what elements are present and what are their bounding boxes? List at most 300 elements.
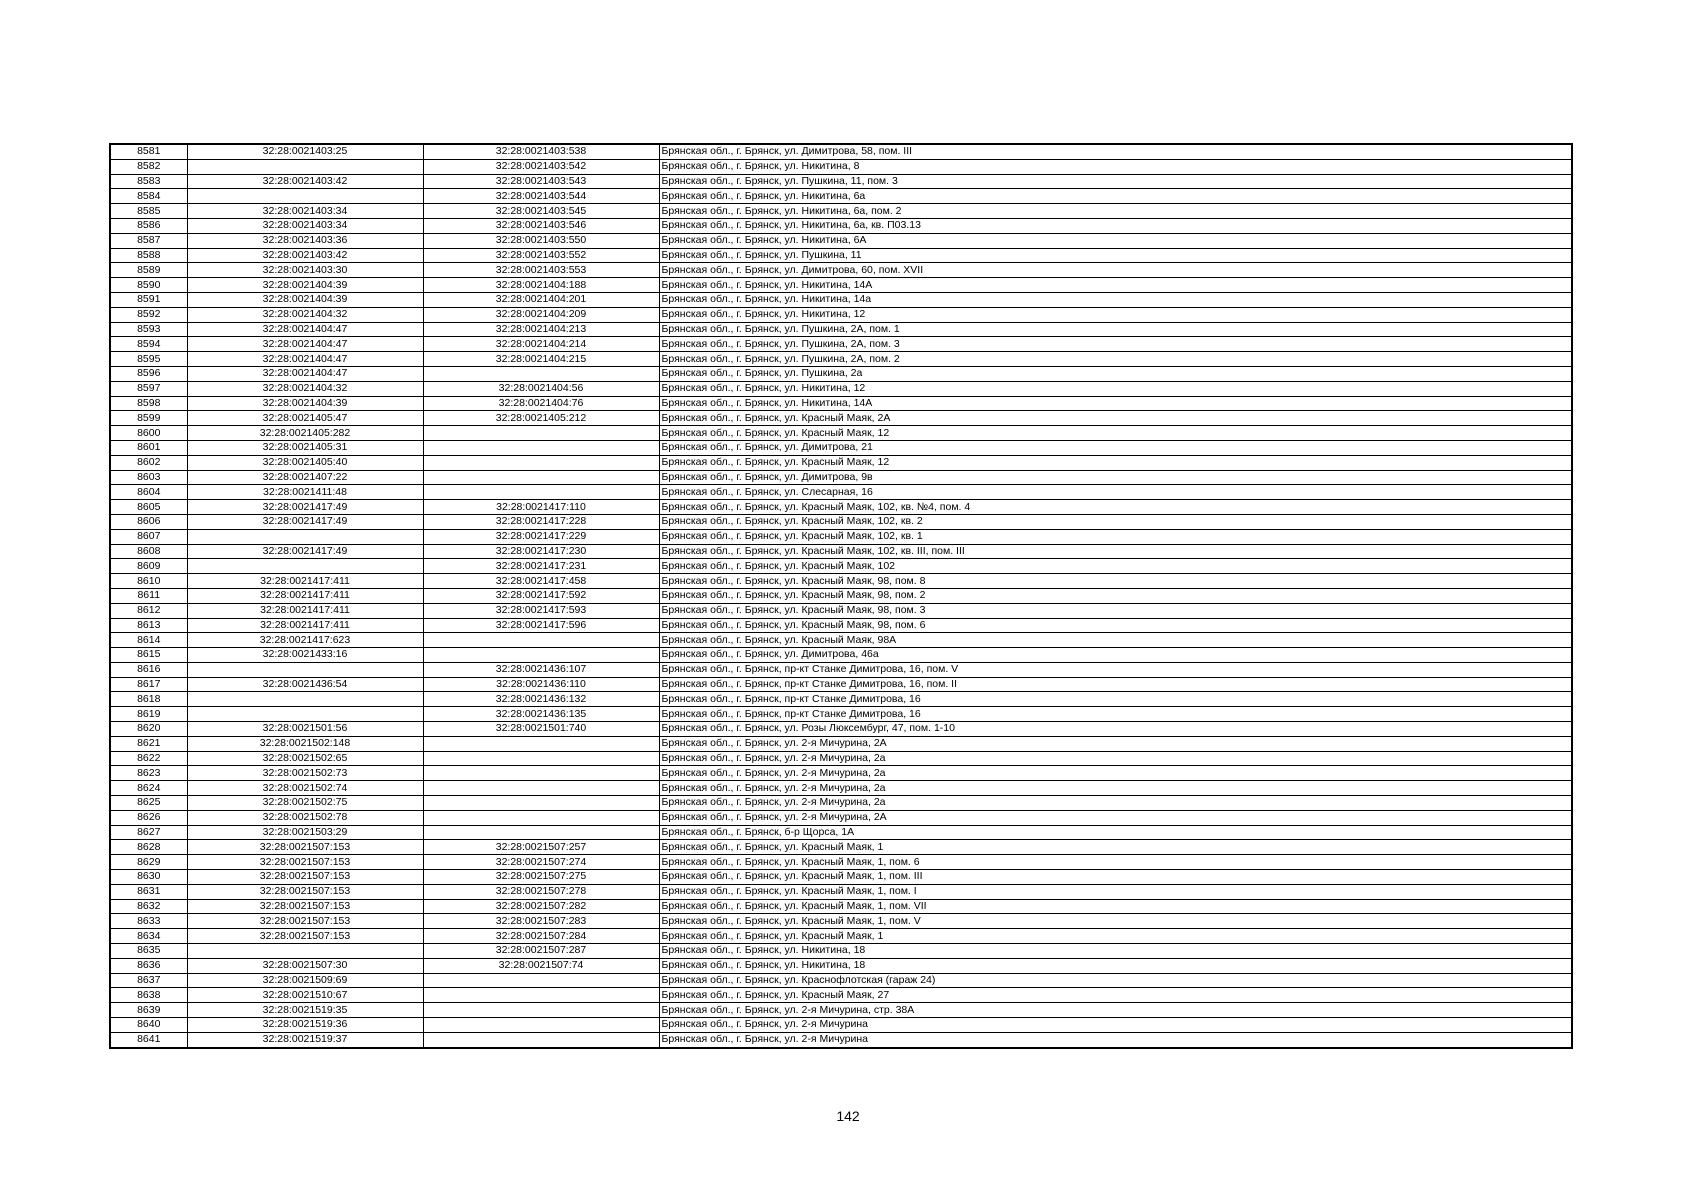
object-cadastral-number-cell — [423, 781, 659, 796]
object-cadastral-number-cell: 32:28:0021507:284 — [423, 929, 659, 944]
table-row — [110, 899, 1572, 914]
object-cadastral-number-cell: 32:28:0021436:132 — [423, 692, 659, 707]
object-cadastral-number-cell: 32:28:0021403:550 — [423, 233, 659, 248]
object-cadastral-number-cell: 32:28:0021436:107 — [423, 662, 659, 677]
object-cadastral-number-cell — [423, 648, 659, 663]
table-row — [110, 1003, 1572, 1018]
object-cadastral-number-cell — [423, 1032, 659, 1047]
address-cell: Брянская обл., г. Брянск, ул. Никитина, 12 — [659, 381, 1572, 396]
row-number-cell: 8640 — [110, 1018, 187, 1033]
object-cadastral-number-cell — [423, 455, 659, 470]
table-row — [110, 707, 1572, 722]
row-number-cell: 8603 — [110, 470, 187, 485]
address-cell: Брянская обл., г. Брянск, ул. Никитина, 18 — [659, 944, 1572, 959]
row-number-cell: 8616 — [110, 662, 187, 677]
table-row — [110, 988, 1572, 1003]
land-cadastral-number-cell: 32:28:0021404:47 — [187, 337, 423, 352]
row-number-cell: 8595 — [110, 352, 187, 367]
address-cell: Брянская обл., г. Брянск, ул. 2-я Мичурина, 2а — [659, 781, 1572, 796]
land-cadastral-number-cell: 32:28:0021502:65 — [187, 751, 423, 766]
land-cadastral-number-cell: 32:28:0021417:623 — [187, 633, 423, 648]
table-row — [110, 944, 1572, 959]
object-cadastral-number-cell: 32:28:0021417:228 — [423, 514, 659, 529]
table-row — [110, 855, 1572, 870]
land-cadastral-number-cell: 32:28:0021417:411 — [187, 618, 423, 633]
table-row — [110, 144, 1572, 159]
land-cadastral-number-cell: 32:28:0021502:73 — [187, 766, 423, 781]
object-cadastral-number-cell — [423, 1003, 659, 1018]
land-cadastral-number-cell: 32:28:0021405:282 — [187, 426, 423, 441]
row-number-cell: 8605 — [110, 500, 187, 515]
table-row — [110, 470, 1572, 485]
table-row — [110, 218, 1572, 233]
row-number-cell: 8629 — [110, 855, 187, 870]
address-cell: Брянская обл., г. Брянск, ул. Димитрова, 60, пом. XVII — [659, 263, 1572, 278]
object-cadastral-number-cell: 32:28:0021403:552 — [423, 248, 659, 263]
table-row — [110, 396, 1572, 411]
object-cadastral-number-cell: 32:28:0021404:56 — [423, 381, 659, 396]
table-row — [110, 840, 1572, 855]
table-row — [110, 366, 1572, 381]
land-cadastral-number-cell: 32:28:0021503:29 — [187, 825, 423, 840]
land-cadastral-number-cell: 32:28:0021433:16 — [187, 648, 423, 663]
land-cadastral-number-cell: 32:28:0021403:34 — [187, 218, 423, 233]
land-cadastral-number-cell — [187, 692, 423, 707]
table-row — [110, 381, 1572, 396]
land-cadastral-number-cell: 32:28:0021404:47 — [187, 366, 423, 381]
address-cell: Брянская обл., г. Брянск, ул. 2-я Мичурина, 2А — [659, 810, 1572, 825]
address-cell: Брянская обл., г. Брянск, ул. Красный Маяк, 102, кв. 1 — [659, 529, 1572, 544]
land-cadastral-number-cell: 32:28:0021405:40 — [187, 455, 423, 470]
table-row — [110, 426, 1572, 441]
object-cadastral-number-cell: 32:28:0021507:282 — [423, 899, 659, 914]
table-row — [110, 248, 1572, 263]
row-number-cell: 8630 — [110, 870, 187, 885]
object-cadastral-number-cell — [423, 766, 659, 781]
table-row — [110, 662, 1572, 677]
land-cadastral-number-cell: 32:28:0021404:39 — [187, 278, 423, 293]
address-cell: Брянская обл., г. Брянск, ул. Красный Маяк, 1, пом. I — [659, 884, 1572, 899]
object-cadastral-number-cell — [423, 366, 659, 381]
object-cadastral-number-cell: 32:28:0021404:188 — [423, 278, 659, 293]
row-number-cell: 8610 — [110, 574, 187, 589]
address-cell: Брянская обл., г. Брянск, ул. Красный Маяк, 102, кв. №4, пом. 4 — [659, 500, 1572, 515]
land-cadastral-number-cell: 32:28:0021501:56 — [187, 722, 423, 737]
object-cadastral-number-cell — [423, 633, 659, 648]
land-cadastral-number-cell: 32:28:0021502:75 — [187, 796, 423, 811]
table-row — [110, 618, 1572, 633]
address-cell: Брянская обл., г. Брянск, пр-кт Станке Димитрова, 16 — [659, 692, 1572, 707]
object-cadastral-number-cell — [423, 810, 659, 825]
address-cell: Брянская обл., г. Брянск, ул. 2-я Мичурина, 2а — [659, 751, 1572, 766]
address-cell: Брянская обл., г. Брянск, ул. Красный Маяк, 27 — [659, 988, 1572, 1003]
row-number-cell: 8617 — [110, 677, 187, 692]
row-number-cell: 8585 — [110, 204, 187, 219]
row-number-cell: 8612 — [110, 603, 187, 618]
object-cadastral-number-cell — [423, 470, 659, 485]
address-cell: Брянская обл., г. Брянск, ул. Никитина, 14а — [659, 292, 1572, 307]
land-cadastral-number-cell: 32:28:0021404:32 — [187, 307, 423, 322]
land-cadastral-number-cell: 32:28:0021436:54 — [187, 677, 423, 692]
address-cell: Брянская обл., г. Брянск, ул. Красный Маяк, 1 — [659, 840, 1572, 855]
table-row — [110, 884, 1572, 899]
address-cell: Брянская обл., г. Брянск, ул. Димитрова, 46а — [659, 648, 1572, 663]
row-number-cell: 8641 — [110, 1032, 187, 1047]
table-row — [110, 973, 1572, 988]
address-cell: Брянская обл., г. Брянск, ул. Пушкина, 2А, пом. 3 — [659, 337, 1572, 352]
table-row — [110, 352, 1572, 367]
address-cell: Брянская обл., г. Брянск, ул. 2-я Мичурина, 2а — [659, 766, 1572, 781]
table-row — [110, 751, 1572, 766]
land-cadastral-number-cell: 32:28:0021510:67 — [187, 988, 423, 1003]
land-cadastral-number-cell — [187, 529, 423, 544]
address-cell: Брянская обл., г. Брянск, ул. Красный Маяк, 102 — [659, 559, 1572, 574]
address-cell: Брянская обл., г. Брянск, ул. Красный Маяк, 1, пом. 6 — [659, 855, 1572, 870]
land-cadastral-number-cell: 32:28:0021403:36 — [187, 233, 423, 248]
object-cadastral-number-cell: 32:28:0021403:538 — [423, 144, 659, 159]
object-cadastral-number-cell: 32:28:0021417:110 — [423, 500, 659, 515]
object-cadastral-number-cell — [423, 1018, 659, 1033]
row-number-cell: 8627 — [110, 825, 187, 840]
land-cadastral-number-cell: 32:28:0021407:22 — [187, 470, 423, 485]
row-number-cell: 8591 — [110, 292, 187, 307]
address-cell: Брянская обл., г. Брянск, пр-кт Станке Димитрова, 16 — [659, 707, 1572, 722]
table-row — [110, 174, 1572, 189]
row-number-cell: 8584 — [110, 189, 187, 204]
row-number-cell: 8636 — [110, 958, 187, 973]
row-number-cell: 8600 — [110, 426, 187, 441]
row-number-cell: 8586 — [110, 218, 187, 233]
address-cell: Брянская обл., г. Брянск, ул. Красный Маяк, 1, пом. VII — [659, 899, 1572, 914]
land-cadastral-number-cell: 32:28:0021404:32 — [187, 381, 423, 396]
table-row — [110, 603, 1572, 618]
row-number-cell: 8621 — [110, 736, 187, 751]
row-number-cell: 8608 — [110, 544, 187, 559]
table-row — [110, 1032, 1572, 1047]
address-cell: Брянская обл., г. Брянск, ул. Красный Маяк, 2А — [659, 411, 1572, 426]
row-number-cell: 8606 — [110, 514, 187, 529]
object-cadastral-number-cell: 32:28:0021501:740 — [423, 722, 659, 737]
table-row — [110, 781, 1572, 796]
table-row — [110, 588, 1572, 603]
table-row — [110, 263, 1572, 278]
land-cadastral-number-cell: 32:28:0021507:30 — [187, 958, 423, 973]
land-cadastral-number-cell: 32:28:0021507:153 — [187, 840, 423, 855]
land-cadastral-number-cell: 32:28:0021519:36 — [187, 1018, 423, 1033]
row-number-cell: 8594 — [110, 337, 187, 352]
row-number-cell: 8601 — [110, 440, 187, 455]
row-number-cell: 8599 — [110, 411, 187, 426]
land-cadastral-number-cell: 32:28:0021417:49 — [187, 514, 423, 529]
address-cell: Брянская обл., г. Брянск, ул. Красный Маяк, 12 — [659, 426, 1572, 441]
object-cadastral-number-cell: 32:28:0021417:229 — [423, 529, 659, 544]
table-row — [110, 722, 1572, 737]
table-row — [110, 574, 1572, 589]
address-cell: Брянская обл., г. Брянск, ул. Никитина, 14А — [659, 278, 1572, 293]
address-cell: Брянская обл., г. Брянск, ул. Пушкина, 2а — [659, 366, 1572, 381]
row-number-cell: 8639 — [110, 1003, 187, 1018]
object-cadastral-number-cell: 32:28:0021436:135 — [423, 707, 659, 722]
object-cadastral-number-cell: 32:28:0021507:274 — [423, 855, 659, 870]
object-cadastral-number-cell — [423, 485, 659, 500]
address-cell: Брянская обл., г. Брянск, ул. 2-я Мичурина, стр. 38А — [659, 1003, 1572, 1018]
land-cadastral-number-cell: 32:28:0021404:39 — [187, 396, 423, 411]
row-number-cell: 8581 — [110, 144, 187, 159]
object-cadastral-number-cell — [423, 751, 659, 766]
address-cell: Брянская обл., г. Брянск, ул. Пушкина, 11 — [659, 248, 1572, 263]
address-cell: Брянская обл., г. Брянск, ул. 2-я Мичурина, 2А — [659, 736, 1572, 751]
row-number-cell: 8635 — [110, 944, 187, 959]
address-cell: Брянская обл., г. Брянск, ул. Димитрова, 21 — [659, 440, 1572, 455]
object-cadastral-number-cell: 32:28:0021436:110 — [423, 677, 659, 692]
land-cadastral-number-cell: 32:28:0021507:153 — [187, 870, 423, 885]
table-row — [110, 233, 1572, 248]
row-number-cell: 8604 — [110, 485, 187, 500]
land-cadastral-number-cell — [187, 189, 423, 204]
address-cell: Брянская обл., г. Брянск, ул. Красный Маяк, 98А — [659, 633, 1572, 648]
land-cadastral-number-cell: 32:28:0021502:74 — [187, 781, 423, 796]
row-number-cell: 8620 — [110, 722, 187, 737]
land-cadastral-number-cell: 32:28:0021405:47 — [187, 411, 423, 426]
table-row — [110, 677, 1572, 692]
land-cadastral-number-cell: 32:28:0021403:25 — [187, 144, 423, 159]
land-cadastral-number-cell — [187, 159, 423, 174]
page-number: 142 — [836, 1108, 860, 1124]
row-number-cell: 8602 — [110, 455, 187, 470]
address-cell: Брянская обл., г. Брянск, ул. Пушкина, 11, пом. 3 — [659, 174, 1572, 189]
address-cell: Брянская обл., г. Брянск, ул. Красный Маяк, 102, кв. 2 — [659, 514, 1572, 529]
address-cell: Брянская обл., г. Брянск, ул. Никитина, 12 — [659, 307, 1572, 322]
land-cadastral-number-cell: 32:28:0021519:35 — [187, 1003, 423, 1018]
land-cadastral-number-cell: 32:28:0021417:411 — [187, 603, 423, 618]
address-cell: Брянская обл., г. Брянск, пр-кт Станке Димитрова, 16, пом. II — [659, 677, 1572, 692]
address-cell: Брянская обл., г. Брянск, ул. Слесарная, 16 — [659, 485, 1572, 500]
row-number-cell: 8587 — [110, 233, 187, 248]
address-cell: Брянская обл., г. Брянск, ул. 2-я Мичурина — [659, 1032, 1572, 1047]
object-cadastral-number-cell: 32:28:0021403:545 — [423, 204, 659, 219]
table-row — [110, 648, 1572, 663]
table-row — [110, 307, 1572, 322]
table-row — [110, 736, 1572, 751]
address-cell: Брянская обл., г. Брянск, ул. Никитина, 6А — [659, 233, 1572, 248]
table-row — [110, 810, 1572, 825]
row-number-cell: 8596 — [110, 366, 187, 381]
object-cadastral-number-cell — [423, 440, 659, 455]
row-number-cell: 8631 — [110, 884, 187, 899]
row-number-cell: 8583 — [110, 174, 187, 189]
object-cadastral-number-cell: 32:28:0021507:275 — [423, 870, 659, 885]
row-number-cell: 8632 — [110, 899, 187, 914]
table-row — [110, 529, 1572, 544]
object-cadastral-number-cell: 32:28:0021417:230 — [423, 544, 659, 559]
land-cadastral-number-cell: 32:28:0021417:49 — [187, 544, 423, 559]
row-number-cell: 8624 — [110, 781, 187, 796]
table-row — [110, 500, 1572, 515]
registry-table — [109, 143, 1573, 1049]
object-cadastral-number-cell — [423, 973, 659, 988]
land-cadastral-number-cell: 32:28:0021404:47 — [187, 322, 423, 337]
row-number-cell: 8628 — [110, 840, 187, 855]
object-cadastral-number-cell — [423, 825, 659, 840]
object-cadastral-number-cell: 32:28:0021507:257 — [423, 840, 659, 855]
object-cadastral-number-cell: 32:28:0021404:209 — [423, 307, 659, 322]
land-cadastral-number-cell: 32:28:0021417:411 — [187, 588, 423, 603]
address-cell: Брянская обл., г. Брянск, ул. Розы Люксембург, 47, пом. 1-10 — [659, 722, 1572, 737]
row-number-cell: 8638 — [110, 988, 187, 1003]
object-cadastral-number-cell: 32:28:0021405:212 — [423, 411, 659, 426]
address-cell: Брянская обл., г. Брянск, ул. 2-я Мичурина, 2а — [659, 796, 1572, 811]
table-row — [110, 189, 1572, 204]
land-cadastral-number-cell: 32:28:0021417:411 — [187, 574, 423, 589]
row-number-cell: 8592 — [110, 307, 187, 322]
table-row — [110, 159, 1572, 174]
address-cell: Брянская обл., г. Брянск, ул. Никитина, 18 — [659, 958, 1572, 973]
registry-table-body — [110, 144, 1572, 1048]
row-number-cell: 8615 — [110, 648, 187, 663]
table-row — [110, 544, 1572, 559]
address-cell: Брянская обл., г. Брянск, ул. Красный Маяк, 12 — [659, 455, 1572, 470]
row-number-cell: 8611 — [110, 588, 187, 603]
object-cadastral-number-cell: 32:28:0021507:283 — [423, 914, 659, 929]
row-number-cell: 8588 — [110, 248, 187, 263]
land-cadastral-number-cell: 32:28:0021403:42 — [187, 248, 423, 263]
address-cell: Брянская обл., г. Брянск, пр-кт Станке Димитрова, 16, пом. V — [659, 662, 1572, 677]
object-cadastral-number-cell: 32:28:0021507:287 — [423, 944, 659, 959]
row-number-cell: 8634 — [110, 929, 187, 944]
land-cadastral-number-cell: 32:28:0021411:48 — [187, 485, 423, 500]
table-row — [110, 958, 1572, 973]
table-row — [110, 929, 1572, 944]
object-cadastral-number-cell: 32:28:0021417:231 — [423, 559, 659, 574]
address-cell: Брянская обл., г. Брянск, ул. Никитина, 8 — [659, 159, 1572, 174]
row-number-cell: 8590 — [110, 278, 187, 293]
row-number-cell: 8589 — [110, 263, 187, 278]
land-cadastral-number-cell: 32:28:0021502:78 — [187, 810, 423, 825]
object-cadastral-number-cell: 32:28:0021404:215 — [423, 352, 659, 367]
object-cadastral-number-cell: 32:28:0021403:542 — [423, 159, 659, 174]
land-cadastral-number-cell: 32:28:0021403:30 — [187, 263, 423, 278]
table-row — [110, 292, 1572, 307]
land-cadastral-number-cell: 32:28:0021502:148 — [187, 736, 423, 751]
object-cadastral-number-cell: 32:28:0021417:593 — [423, 603, 659, 618]
row-number-cell: 8614 — [110, 633, 187, 648]
table-row — [110, 796, 1572, 811]
table-row — [110, 870, 1572, 885]
land-cadastral-number-cell: 32:28:0021507:153 — [187, 899, 423, 914]
object-cadastral-number-cell — [423, 796, 659, 811]
row-number-cell: 8622 — [110, 751, 187, 766]
address-cell: Брянская обл., г. Брянск, ул. Красный Маяк, 98, пом. 6 — [659, 618, 1572, 633]
land-cadastral-number-cell — [187, 707, 423, 722]
address-cell: Брянская обл., г. Брянск, ул. Красный Маяк, 98, пом. 8 — [659, 574, 1572, 589]
table-row — [110, 559, 1572, 574]
address-cell: Брянская обл., г. Брянск, ул. Красный Маяк, 1, пом. III — [659, 870, 1572, 885]
row-number-cell: 8637 — [110, 973, 187, 988]
table-row — [110, 440, 1572, 455]
object-cadastral-number-cell: 32:28:0021403:544 — [423, 189, 659, 204]
table-row — [110, 411, 1572, 426]
row-number-cell: 8623 — [110, 766, 187, 781]
address-cell: Брянская обл., г. Брянск, ул. Пушкина, 2А, пом. 2 — [659, 352, 1572, 367]
address-cell: Брянская обл., г. Брянск, ул. Никитина, 6а — [659, 189, 1572, 204]
land-cadastral-number-cell — [187, 662, 423, 677]
object-cadastral-number-cell: 32:28:0021417:458 — [423, 574, 659, 589]
row-number-cell: 8609 — [110, 559, 187, 574]
table-row — [110, 278, 1572, 293]
table-row — [110, 633, 1572, 648]
address-cell: Брянская обл., г. Брянск, б-р Щорса, 1А — [659, 825, 1572, 840]
address-cell: Брянская обл., г. Брянск, ул. Красный Маяк, 98, пом. 2 — [659, 588, 1572, 603]
land-cadastral-number-cell — [187, 559, 423, 574]
land-cadastral-number-cell: 32:28:0021507:153 — [187, 855, 423, 870]
land-cadastral-number-cell — [187, 944, 423, 959]
row-number-cell: 8633 — [110, 914, 187, 929]
object-cadastral-number-cell: 32:28:0021404:76 — [423, 396, 659, 411]
land-cadastral-number-cell: 32:28:0021507:153 — [187, 929, 423, 944]
object-cadastral-number-cell: 32:28:0021404:201 — [423, 292, 659, 307]
address-cell: Брянская обл., г. Брянск, ул. Красный Маяк, 1, пом. V — [659, 914, 1572, 929]
row-number-cell: 8626 — [110, 810, 187, 825]
table-row — [110, 322, 1572, 337]
address-cell: Брянская обл., г. Брянск, ул. Красный Маяк, 1 — [659, 929, 1572, 944]
address-cell: Брянская обл., г. Брянск, ул. Красный Маяк, 98, пом. 3 — [659, 603, 1572, 618]
object-cadastral-number-cell: 32:28:0021403:543 — [423, 174, 659, 189]
object-cadastral-number-cell: 32:28:0021404:213 — [423, 322, 659, 337]
land-cadastral-number-cell: 32:28:0021405:31 — [187, 440, 423, 455]
address-cell: Брянская обл., г. Брянск, ул. Димитрова, 58, пом. III — [659, 144, 1572, 159]
address-cell: Брянская обл., г. Брянск, ул. Пушкина, 2А, пом. 1 — [659, 322, 1572, 337]
object-cadastral-number-cell: 32:28:0021403:553 — [423, 263, 659, 278]
row-number-cell: 8607 — [110, 529, 187, 544]
table-row — [110, 514, 1572, 529]
object-cadastral-number-cell — [423, 988, 659, 1003]
row-number-cell: 8598 — [110, 396, 187, 411]
address-cell: Брянская обл., г. Брянск, ул. Никитина, 6а, кв. П03.13 — [659, 218, 1572, 233]
table-row — [110, 337, 1572, 352]
land-cadastral-number-cell: 32:28:0021509:69 — [187, 973, 423, 988]
land-cadastral-number-cell: 32:28:0021507:153 — [187, 914, 423, 929]
table-row — [110, 485, 1572, 500]
land-cadastral-number-cell: 32:28:0021404:47 — [187, 352, 423, 367]
object-cadastral-number-cell: 32:28:0021417:596 — [423, 618, 659, 633]
address-cell: Брянская обл., г. Брянск, ул. Никитина, 6а, пом. 2 — [659, 204, 1572, 219]
address-cell: Брянская обл., г. Брянск, ул. 2-я Мичурина — [659, 1018, 1572, 1033]
table-row — [110, 825, 1572, 840]
table-row — [110, 766, 1572, 781]
land-cadastral-number-cell: 32:28:0021519:37 — [187, 1032, 423, 1047]
row-number-cell: 8625 — [110, 796, 187, 811]
land-cadastral-number-cell: 32:28:0021417:49 — [187, 500, 423, 515]
land-cadastral-number-cell: 32:28:0021403:34 — [187, 204, 423, 219]
object-cadastral-number-cell: 32:28:0021507:74 — [423, 958, 659, 973]
object-cadastral-number-cell: 32:28:0021403:546 — [423, 218, 659, 233]
land-cadastral-number-cell: 32:28:0021507:153 — [187, 884, 423, 899]
object-cadastral-number-cell — [423, 426, 659, 441]
row-number-cell: 8613 — [110, 618, 187, 633]
table-row — [110, 1018, 1572, 1033]
object-cadastral-number-cell — [423, 736, 659, 751]
table-row — [110, 692, 1572, 707]
row-number-cell: 8597 — [110, 381, 187, 396]
address-cell: Брянская обл., г. Брянск, ул. Краснофлотская (гараж 24) — [659, 973, 1572, 988]
table-row — [110, 914, 1572, 929]
object-cadastral-number-cell: 32:28:0021417:592 — [423, 588, 659, 603]
table-row — [110, 455, 1572, 470]
row-number-cell: 8593 — [110, 322, 187, 337]
row-number-cell: 8582 — [110, 159, 187, 174]
address-cell: Брянская обл., г. Брянск, ул. Красный Маяк, 102, кв. III, пом. III — [659, 544, 1572, 559]
address-cell: Брянская обл., г. Брянск, ул. Димитрова, 9в — [659, 470, 1572, 485]
